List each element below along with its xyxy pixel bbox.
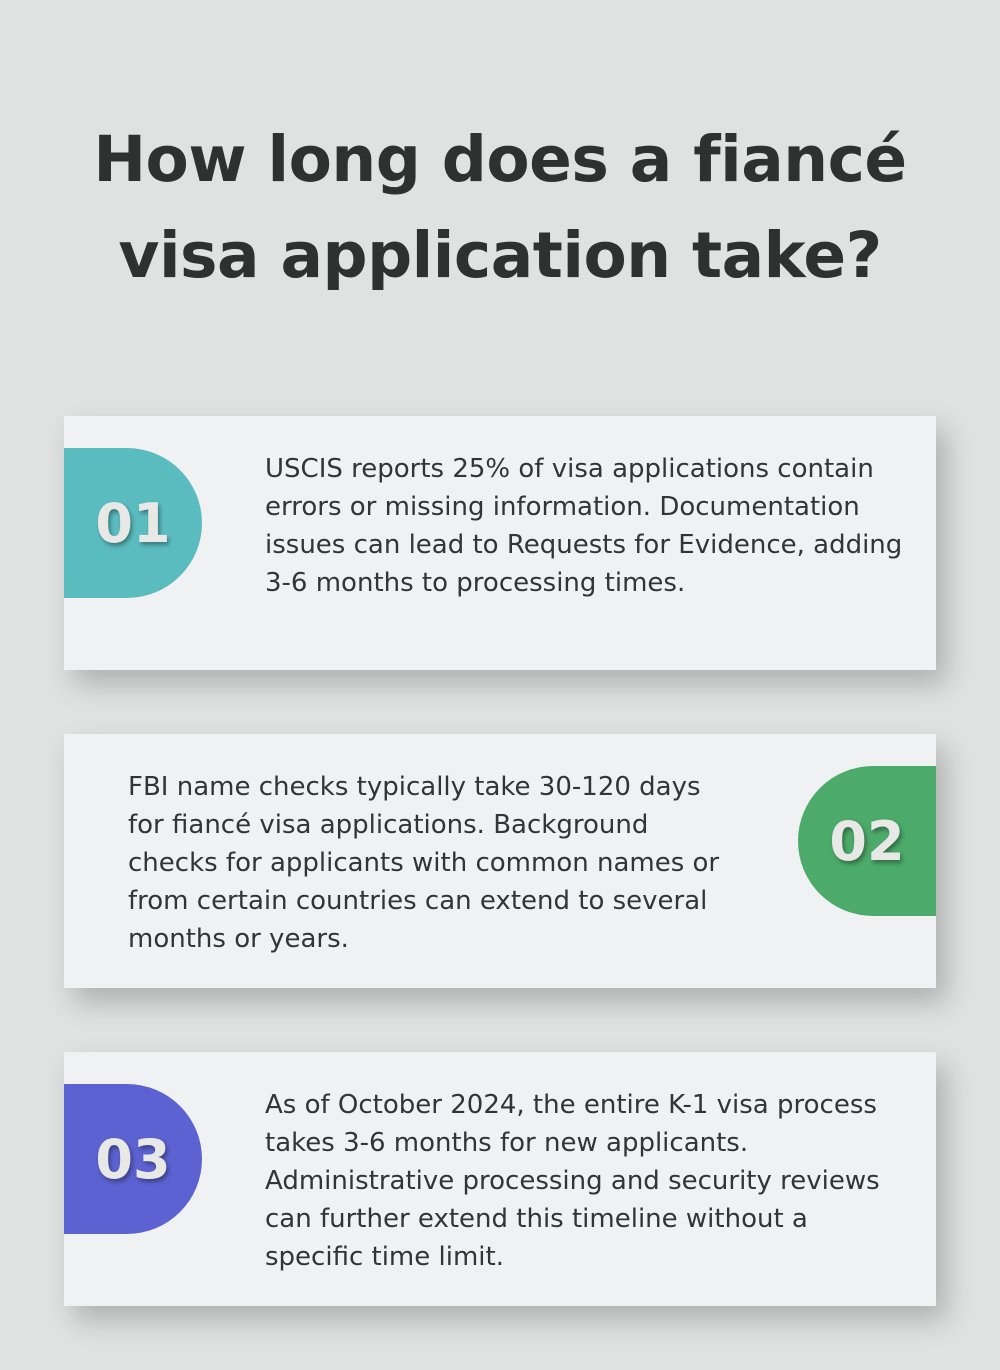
info-card-3 xyxy=(64,1052,936,1306)
step-number-badge-3 xyxy=(64,1084,202,1234)
step-number-2: 02 xyxy=(829,809,905,873)
step-number-1: 01 xyxy=(95,491,171,555)
title-line-2: visa application take? xyxy=(118,219,882,292)
step-number-3: 03 xyxy=(95,1127,171,1191)
card-text-2: FBI name checks typically take 30-120 days for fiancé visa applications. Background checks for applicants with common names or from certain countries can extend to several months or years. xyxy=(128,772,720,954)
card-text-1: USCIS reports 25% of visa applications contain errors or missing information. Documentation issues can lead to Requests for Evidence, adding 3-6 months to processing times. xyxy=(265,454,903,598)
info-card-2 xyxy=(64,734,936,988)
card-text-3: As of October 2024, the entire K-1 visa process takes 3-6 months for new applicants. Administrative processing and security reviews can further extend this timeline without a specific time limit. xyxy=(265,1090,880,1272)
step-number-badge-2 xyxy=(798,766,936,916)
step-number-badge-1 xyxy=(64,448,202,598)
title-line-1: How long does a fiancé xyxy=(93,123,907,196)
info-card-1 xyxy=(64,416,936,670)
page-title xyxy=(0,112,1000,304)
